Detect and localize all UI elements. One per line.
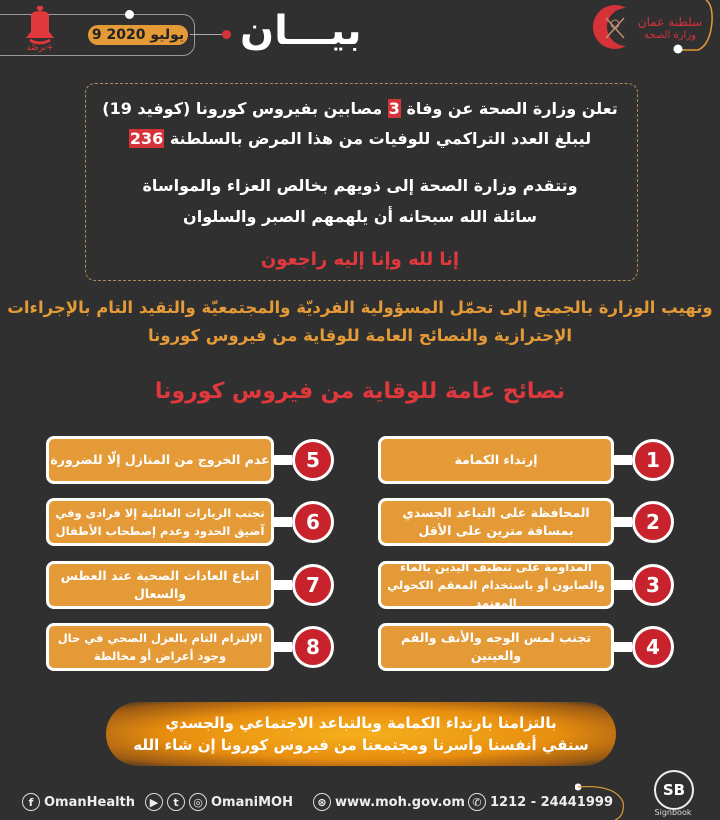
tip-number: 4: [632, 626, 674, 668]
date-badge: 9 يوليو 2020: [88, 25, 188, 45]
social-links[interactable]: [145, 793, 293, 811]
tip-text: تجنب لمس الوجه والأنف والفم والعينين: [378, 623, 614, 671]
facebook-handle: OmanHealth: [44, 794, 136, 810]
connector: [614, 642, 632, 652]
tip-text: الإلتزام التام بالعزل الصحي في حال وجود أعراض أو مخالطة: [46, 623, 274, 671]
banner-line: سنقي أنفسنا وأسرنا ومجتمعنا من فيروس كورونا إن شاء الله: [133, 736, 589, 754]
facebook-icon: f: [22, 793, 40, 811]
tip-text: إرتداء الكمامة: [378, 436, 614, 484]
tip-number: 5: [292, 439, 334, 481]
tip-item: [46, 561, 334, 609]
connector: [274, 580, 292, 590]
signbook-caption: Signbook: [654, 808, 692, 817]
connector: [274, 455, 292, 465]
appeal-line: الإحترازية والنصائح العامة للوقاية من فيروس كورونا: [147, 326, 573, 345]
deaths-total-badge: 236: [129, 129, 164, 148]
statement-text: تعلن وزارة الصحة عن وفاة: [406, 99, 618, 118]
condolence-line: وتتقدم وزارة الصحة إلى ذويهم بخالص العزاء والمواساة: [142, 176, 578, 195]
tip-number: 7: [292, 564, 334, 606]
instagram-icon: ◎: [189, 793, 207, 811]
appeal-line: وتهيب الوزارة بالجميع إلى تحمّل المسؤولية الفرديّة والمجتمعيّة والتقيد التام بالإجراءات: [7, 298, 713, 317]
tip-item: [378, 436, 674, 484]
tip-number: 3: [632, 564, 674, 606]
tip-number: 6: [292, 501, 334, 543]
statement-line: [0, 125, 720, 152]
social-handle: OmaniMOH: [211, 794, 293, 810]
connector: [614, 455, 632, 465]
youtube-icon: ▶: [145, 793, 163, 811]
deaths-today-badge: 3: [388, 99, 400, 118]
connector-dot: [222, 30, 231, 39]
facebook-link[interactable]: [22, 793, 135, 811]
connector: [274, 517, 292, 527]
statement-line: [0, 95, 720, 122]
connector: [614, 580, 632, 590]
tip-number: 1: [632, 439, 674, 481]
svg-text:وزارة الصحة: وزارة الصحة: [644, 30, 696, 41]
tip-text: عدم الخروج من المنازل إلّا للضرورة: [46, 436, 274, 484]
tip-item: [46, 623, 334, 671]
statement-text: ليبلغ العدد التراكمي للوفيات من هذا المرض بالسلطنة: [169, 129, 592, 148]
tip-item: [378, 561, 674, 609]
tip-text: تجنب الزيارات العائلية إلا فرادى وفي آضيق الحدود وعدم إصطحاب الأطفال: [46, 498, 274, 546]
tip-text: اتباع العادات الصحية عند العطس والسعال: [46, 561, 274, 609]
banner-line: بالتزامنا بارتداء الكمامة وبالتباعد الاجتماعي والجسدي: [165, 714, 557, 732]
phone-icon: ✆: [468, 793, 486, 811]
tip-number: 2: [632, 501, 674, 543]
tip-text: المحافظة على التباعد الجسدي بمسافة مترين على الأقل: [378, 498, 614, 546]
connector: [274, 642, 292, 652]
page-title: بيـــان: [240, 8, 362, 54]
phone-number: 1212 - 24441999: [490, 794, 613, 810]
tip-item: [378, 498, 674, 546]
tip-number: 8: [292, 626, 334, 668]
closing-banner: [106, 702, 616, 766]
ministry-logo: [588, 0, 713, 55]
tip-item: [46, 498, 334, 546]
footer-connector-line: [575, 780, 635, 820]
condolence-line: سائلة الله سبحانه أن يلهمهم الصبر والسلوان: [183, 207, 537, 226]
connector: [614, 517, 632, 527]
svg-text:سلطنة عمان: سلطنة عمان: [637, 15, 703, 29]
website-url: www.moh.gov.om: [335, 794, 465, 810]
header-connector-line: [190, 34, 224, 35]
globe-icon: ⊛: [313, 793, 331, 811]
statement-text: مصابين بفيروس كورونا (كوفيد 19): [102, 99, 383, 118]
signbook-logo: SB: [654, 770, 694, 810]
twitter-icon: t: [167, 793, 185, 811]
connector-dot: [125, 10, 134, 19]
tip-item: [378, 623, 674, 671]
tip-text: المداومة على تنظيف اليدين بالماء والصابون أو باستخدام المعقم الكحولي المعتمد: [378, 561, 614, 609]
tips-title: نصائح عامة للوقاية من فيروس كورونا: [154, 379, 566, 404]
prayer-line: إنا لله وإنا إليه راجعون: [260, 249, 460, 270]
tip-item: [46, 436, 334, 484]
website-link[interactable]: [313, 793, 465, 811]
app-caption: ترصُّد+: [26, 43, 54, 53]
